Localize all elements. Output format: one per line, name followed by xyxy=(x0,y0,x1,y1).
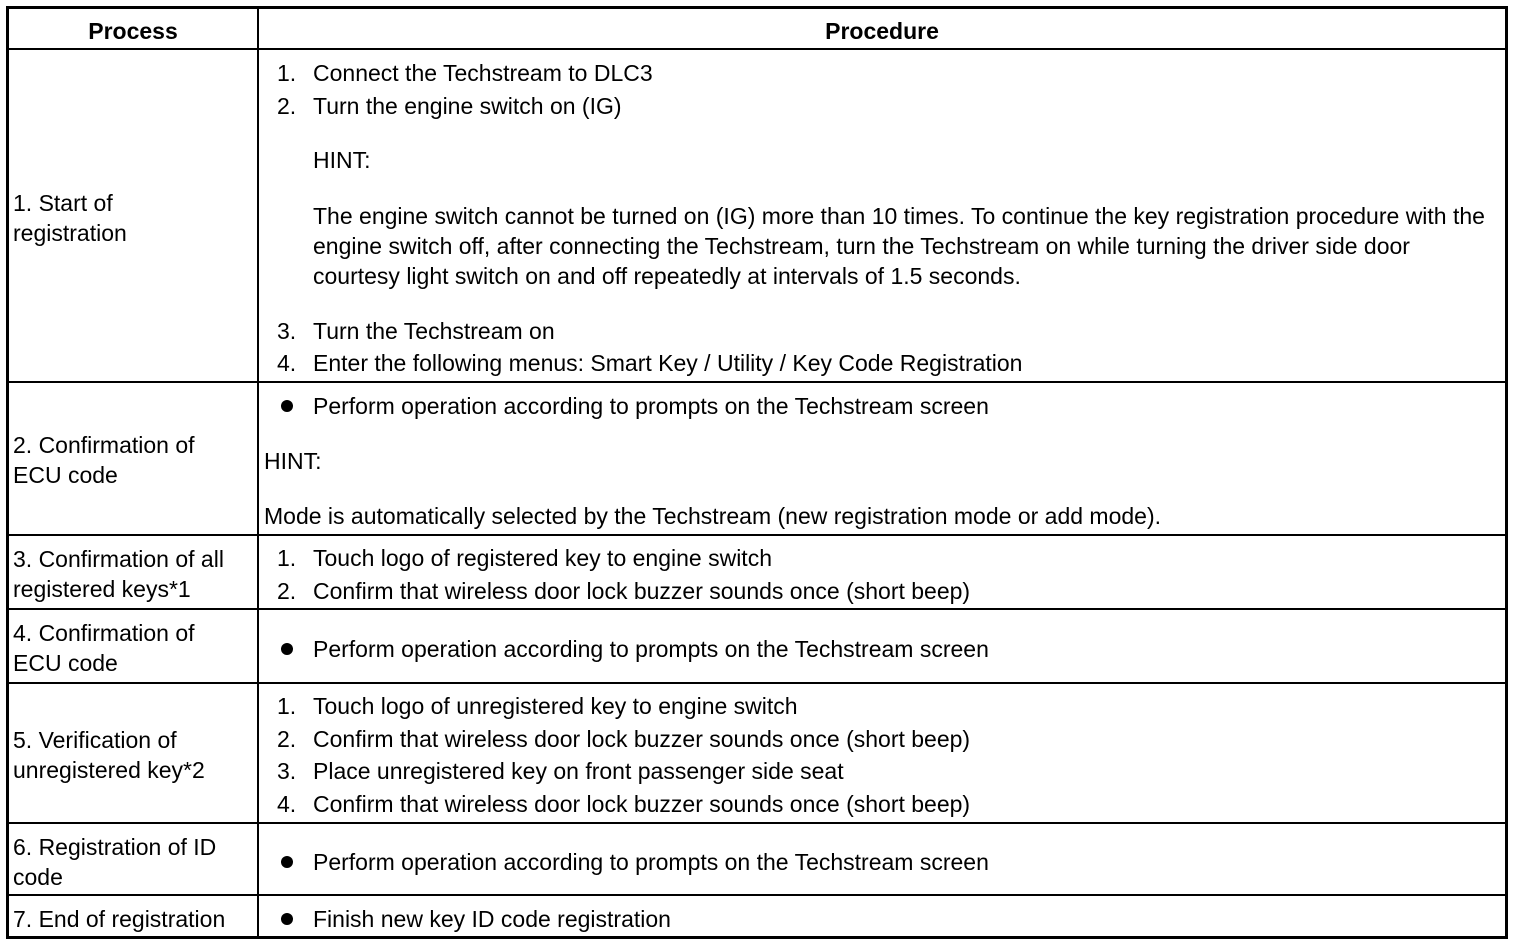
procedure-table xyxy=(6,6,1508,939)
step-number: 1. xyxy=(277,545,297,571)
step-number: 1. xyxy=(277,60,297,86)
row-divider xyxy=(9,381,1505,383)
bullet-text: Perform operation according to prompts on the Techstream screen xyxy=(313,849,989,875)
step-text: Confirm that wireless door lock buzzer sounds once (short beep) xyxy=(313,578,971,604)
row-divider xyxy=(9,534,1505,536)
hint-label: HINT: xyxy=(264,448,322,474)
process-cell-6: 6. Registration of ID code xyxy=(13,834,217,890)
step-text: Turn the Techstream on xyxy=(313,318,555,344)
step-number: 3. xyxy=(277,318,297,344)
bullet-text: Perform operation according to prompts on the Techstream screen xyxy=(313,393,989,419)
row-divider xyxy=(9,822,1505,824)
step-number: 2. xyxy=(277,726,297,752)
hint-text: The engine switch cannot be turned on (IG) more than 10 times. To continue the key registration procedure with the engine switch off, after connecting the Techstream, turn the Techstream on while turning the driver side door courtesy light switch on and off repeatedly at intervals of 1.5 seconds. xyxy=(313,203,1485,289)
row-divider xyxy=(9,48,1505,50)
hint-label: HINT: xyxy=(313,147,371,173)
column-divider xyxy=(257,9,259,936)
step-text: Confirm that wireless door lock buzzer sounds once (short beep) xyxy=(313,726,971,752)
row-divider xyxy=(9,682,1505,684)
bullet-icon xyxy=(281,856,293,868)
step-number: 2. xyxy=(277,93,297,119)
header-process: Process xyxy=(88,18,178,44)
row-divider xyxy=(9,894,1505,896)
header-procedure: Procedure xyxy=(825,18,939,44)
step-text: Touch logo of unregistered key to engine switch xyxy=(313,693,798,719)
bullet-icon xyxy=(281,400,293,412)
process-cell-4: 4. Confirmation of ECU code xyxy=(13,620,195,676)
process-cell-5: 5. Verification of unregistered key*2 xyxy=(13,727,205,783)
step-number: 2. xyxy=(277,578,297,604)
step-text: Place unregistered key on front passenger side seat xyxy=(313,758,844,784)
bullet-icon xyxy=(281,913,293,925)
bullet-text: Finish new key ID code registration xyxy=(313,906,671,932)
step-number: 4. xyxy=(277,791,297,817)
process-cell-7: 7. End of registration xyxy=(13,906,226,932)
row-divider xyxy=(9,608,1505,610)
process-cell-2: 2. Confirmation of ECU code xyxy=(13,432,195,488)
process-cell-1: 1. Start of registration xyxy=(13,190,127,246)
step-text: Touch logo of registered key to engine switch xyxy=(313,545,772,571)
step-text: Turn the engine switch on (IG) xyxy=(313,93,622,119)
step-number: 1. xyxy=(277,693,297,719)
bullet-icon xyxy=(281,643,293,655)
step-text: Enter the following menus: Smart Key / Utility / Key Code Registration xyxy=(313,350,1023,376)
step-number: 4. xyxy=(277,350,297,376)
step-number: 3. xyxy=(277,758,297,784)
process-cell-3: 3. Confirmation of all registered keys*1 xyxy=(13,546,224,602)
step-text: Confirm that wireless door lock buzzer sounds once (short beep) xyxy=(313,791,971,817)
hint-text: Mode is automatically selected by the Techstream (new registration mode or add mode). xyxy=(264,503,1162,529)
bullet-text: Perform operation according to prompts on the Techstream screen xyxy=(313,636,989,662)
step-text: Connect the Techstream to DLC3 xyxy=(313,60,653,86)
